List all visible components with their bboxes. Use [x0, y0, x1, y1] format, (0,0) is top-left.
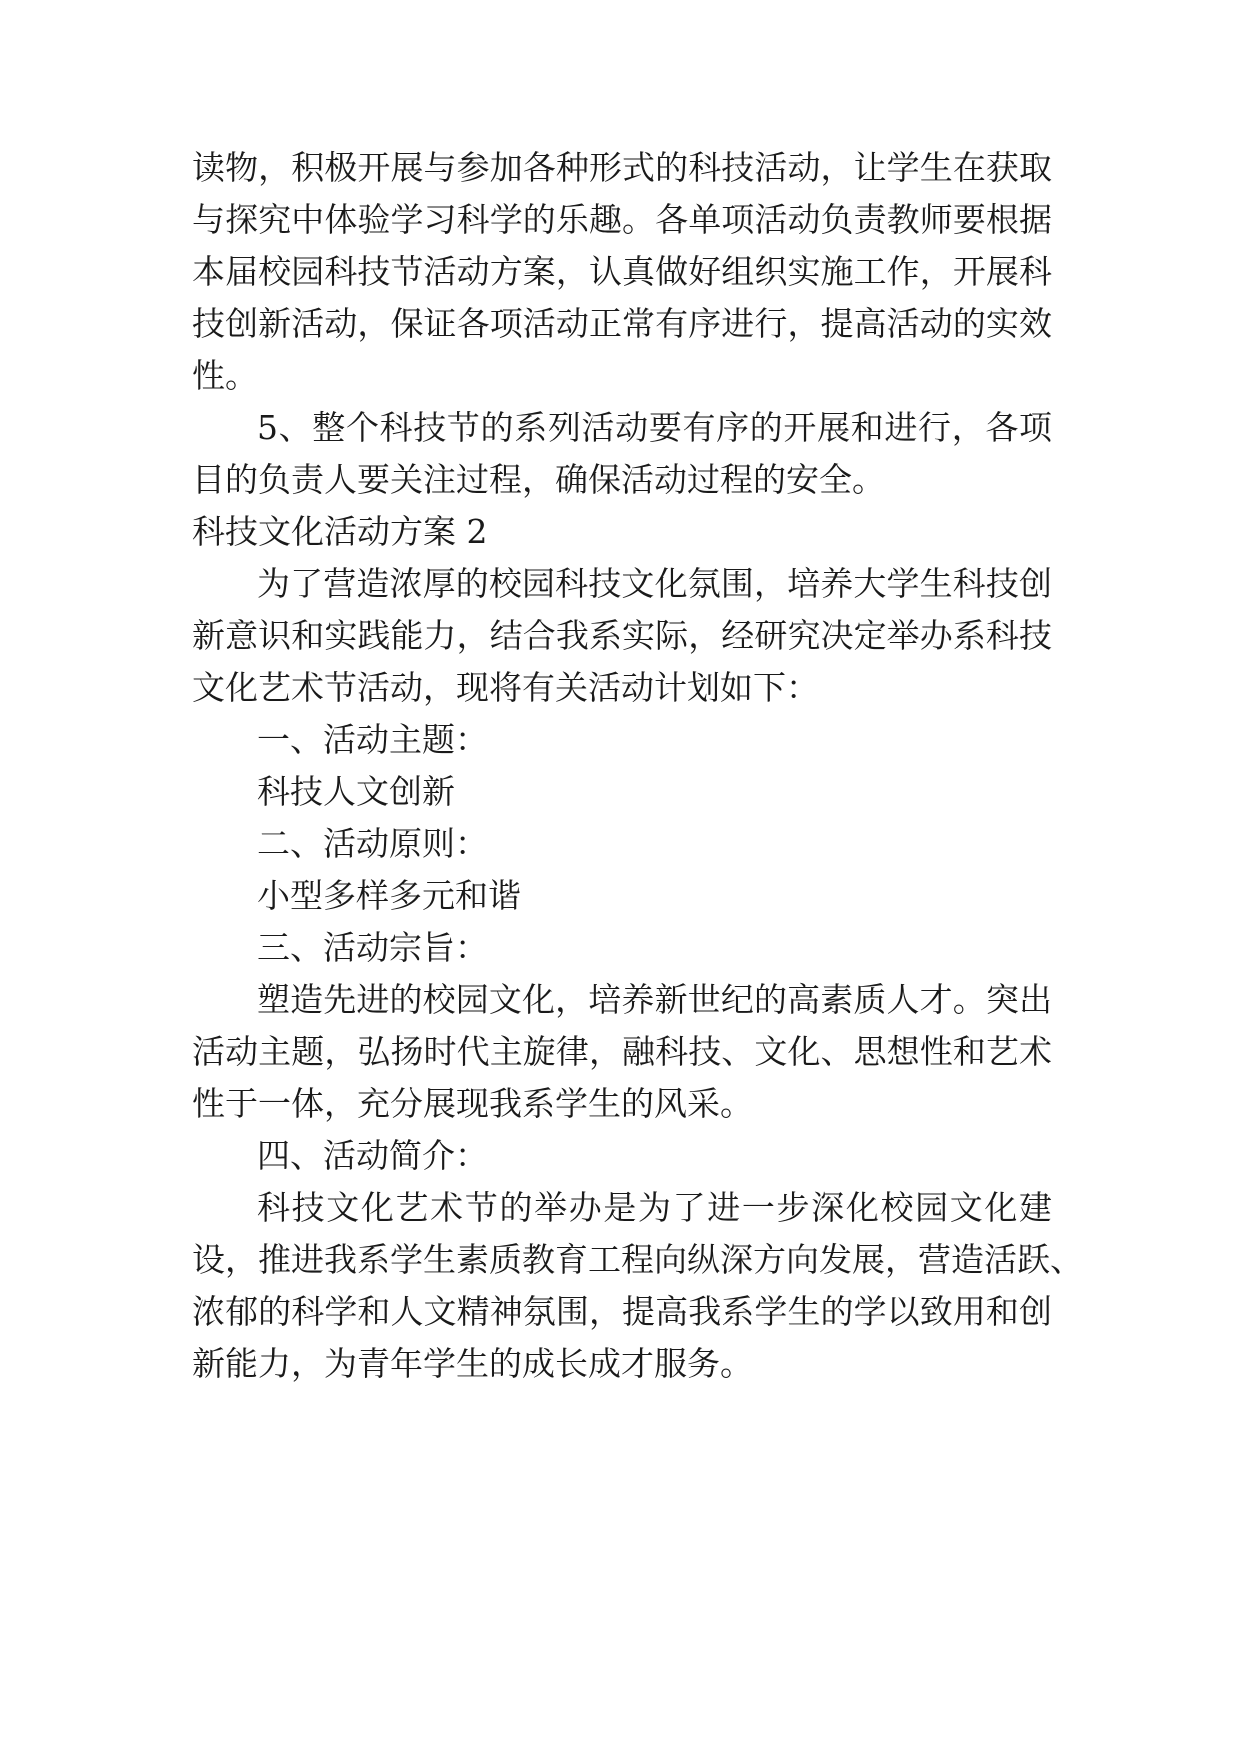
paragraph-line: 塑造先进的校园文化，培养新世纪的高素质人才。突出: [257, 980, 1052, 1019]
paragraph-line: 设，推进我系学生素质教育工程向纵深方向发展，营造活跃、: [192, 1240, 1083, 1279]
paragraph-line: 新意识和实践能力，结合我系实际，经研究决定举办系科技: [192, 616, 1052, 655]
paragraph-line: 浓郁的科学和人文精神氛围，提高我系学生的学以致用和创: [192, 1292, 1052, 1331]
section-heading: 科技文化活动方案 2: [192, 512, 488, 551]
paragraph-line: 本届校园科技节活动方案，认真做好组织实施工作，开展科: [192, 252, 1052, 291]
paragraph-line: 为了营造浓厚的校园科技文化氛围，培养大学生科技创: [257, 564, 1052, 603]
paragraph-line: 技创新活动，保证各项活动正常有序进行，提高活动的实效: [192, 304, 1052, 343]
paragraph-line: 科技人文创新: [257, 772, 455, 811]
paragraph-line: 活动主题，弘扬时代主旋律，融科技、文化、思想性和艺术: [192, 1032, 1052, 1071]
paragraph-line: 5、整个科技节的系列活动要有序的开展和进行，各项: [257, 408, 1052, 447]
paragraph-line: 与探究中体验学习科学的乐趣。各单项活动负责教师要根据: [192, 200, 1052, 239]
paragraph-line: 性。: [192, 356, 258, 395]
subheading: 三、活动宗旨：: [257, 928, 488, 967]
paragraph-line: 性于一体，充分展现我系学生的风采。: [192, 1084, 753, 1123]
paragraph-line: 文化艺术节活动，现将有关活动计划如下：: [192, 668, 819, 707]
paragraph-line: 读物，积极开展与参加各种形式的科技活动，让学生在获取: [192, 148, 1052, 187]
subheading: 二、活动原则：: [257, 824, 488, 863]
subheading: 一、活动主题：: [257, 720, 488, 759]
subheading: 四、活动简介：: [257, 1136, 488, 1175]
paragraph-line: 新能力，为青年学生的成长成才服务。: [192, 1344, 753, 1383]
paragraph-line: 科技文化艺术节的举办是为了进一步深化校园文化建: [257, 1188, 1052, 1227]
paragraph-line: 目的负责人要关注过程，确保活动过程的安全。: [192, 460, 885, 499]
paragraph-line: 小型多样多元和谐: [257, 876, 521, 915]
